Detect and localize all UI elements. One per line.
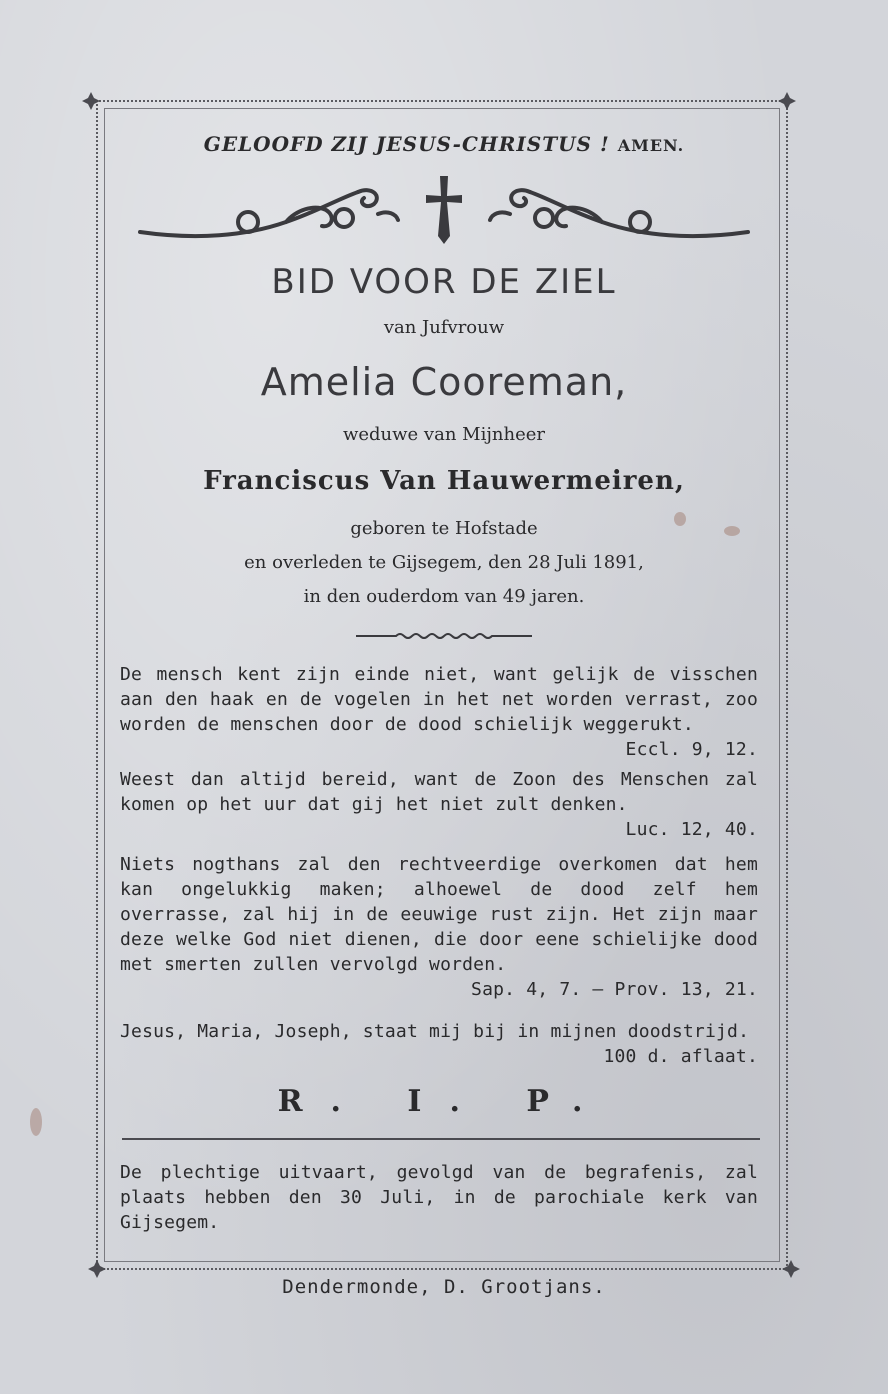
corner-ornament-icon (776, 90, 798, 112)
header-amen: AMEN. (617, 136, 685, 155)
corner-ornament-icon (80, 90, 102, 112)
printer-imprint: Dendermonde, D. Grootjans. (282, 1276, 606, 1298)
verse-reference: Eccl. 9, 12. (625, 739, 758, 760)
stain-mark (30, 1108, 42, 1136)
verse-text: Niets nogthans zal den rechtveerdige overkomen dat hem kan ongelukkig maken; alhoewel de dood zelf hem overrasse, zal hij in de eeuwige rust zijn. Het zijn maar deze welke God niet dienen, die door eene schielijke dood met smerten zullen vervolgd worden. (120, 854, 758, 975)
funeral-notice: De plechtige uitvaart, gevolgd van de begrafenis, zal plaats hebben den 30 Juli, in de parochiale kerk van Gijsegem. (120, 1162, 758, 1233)
husband-name: Franciscus Van Hauwermeiren, (203, 466, 685, 496)
verse-text: Weest dan altijd bereid, want de Zoon des Menschen zal komen op het uur dat gij het niet zult denken. (120, 769, 758, 815)
header-invocation (0, 132, 888, 156)
death-text: en overleden te Gijsegem, den 28 Juli 1891, (244, 552, 644, 573)
birth-text: geboren te Hofstade (350, 518, 538, 539)
horizontal-rule (122, 1138, 760, 1140)
age-text: in den ouderdom van 49 jaren. (303, 586, 585, 607)
verse-reference: Luc. 12, 40. (625, 819, 758, 840)
prayer-paragraph (120, 1019, 758, 1069)
card-title: BID VOOR DE ZIEL (271, 262, 617, 302)
verse-paragraph (120, 767, 758, 842)
wavy-divider-icon (356, 628, 532, 644)
stain-mark (724, 526, 740, 536)
intro-text: van Jufvrouw (383, 317, 505, 338)
relation-text: weduwe van Mijnheer (342, 424, 546, 445)
prayer-text: Jesus, Maria, Joseph, staat mij bij in mijnen doodstrijd. (120, 1021, 750, 1042)
stain-mark (674, 512, 686, 526)
header-text: GELOOFD ZIJ JESUS-CHRISTUS ! (203, 132, 610, 156)
verse-text: De mensch kent zijn einde niet, want gelijk de visschen aan den haak en de vogelen in het net worden verrast, zoo worden de menschen door de dood schielijk weggerukt. (120, 664, 758, 735)
scroll-cross-ornament-icon (136, 170, 752, 250)
verse-paragraph (120, 662, 758, 762)
verse-reference: Sap. 4, 7. — Prov. 13, 21. (471, 979, 758, 1000)
deceased-name: Amelia Cooreman, (260, 360, 628, 404)
indulgence-note: 100 d. aflaat. (603, 1046, 758, 1067)
rip-text: R. I. P. (277, 1084, 611, 1119)
verse-paragraph (120, 852, 758, 1002)
